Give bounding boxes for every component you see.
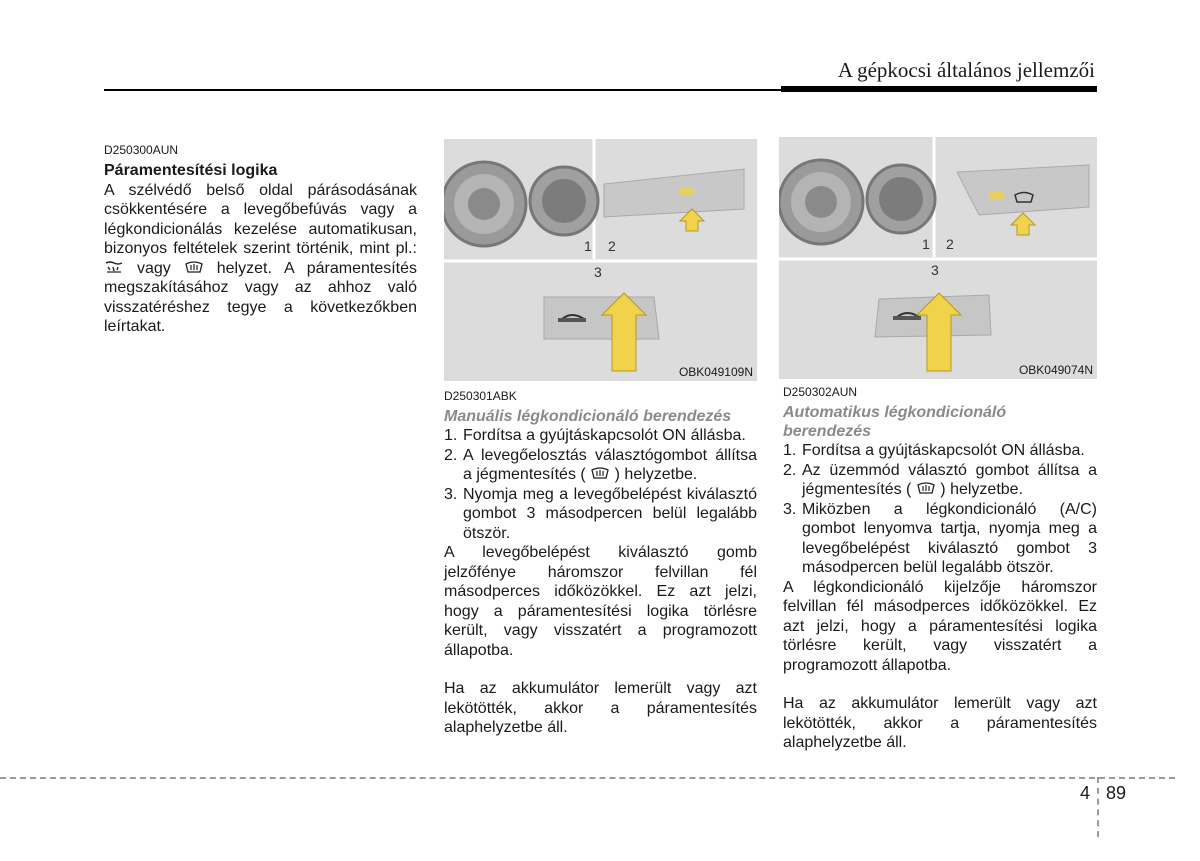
step-number: 1. — [783, 442, 797, 459]
fig1-label-1: 1 — [584, 238, 592, 254]
result-paragraph: A levegőbelépést kiválasztó gomb jelzőfénye háromszor felvillan fél másodperces időközökkel. Ez azt jelzi, hogy a páramentesítési logika törlésre került, vagy visszatért a programozott állapotba. — [444, 544, 757, 659]
header-rule-accent — [781, 86, 1097, 92]
fig2-label-3: 3 — [931, 262, 939, 278]
step-number: 2. — [444, 446, 458, 464]
figure-manual-controls — [444, 139, 757, 381]
step-number: 1. — [444, 427, 458, 444]
footer-dashed-rule — [0, 777, 1175, 779]
figure-code: OBK049074N — [1018, 363, 1093, 377]
list-item — [444, 426, 757, 446]
figure-automatic-illustration — [779, 137, 1097, 379]
step-number: 3. — [444, 485, 458, 503]
list-item — [783, 500, 1097, 578]
right-column — [783, 384, 1097, 753]
list-item — [783, 461, 1097, 500]
chapter-number: 4 — [1080, 783, 1091, 803]
fig1-label-3: 3 — [594, 264, 602, 280]
figure-manual-illustration — [444, 139, 757, 381]
windshield-defrost-icon — [916, 481, 936, 495]
battery-paragraph: Ha az akkumulátor lemerült vagy azt lekötötték, akkor a páramentesítés alaphelyzetbe áll. — [444, 680, 757, 736]
list-item — [444, 485, 757, 544]
left-column — [104, 142, 417, 337]
step-text: Nyomja meg a levegőbelépést kiválasztó gombot 3 másodpercen belül legalább ötször. — [463, 485, 757, 542]
intro-text-1: A szélvédő belső oldal párásodásának csökkentésére a levegőbefúvás vagy a légkondicionálás kezelése automatikusan, bizonyos feltételek szerint történik, mint pl.: — [104, 181, 417, 257]
section-subheading: Automatikus légkondicionáló berendezés — [783, 404, 1007, 440]
step-text: Fordítsa a gyújtáskapcsolót ON állásba. — [463, 427, 746, 444]
intro-text-3: helyzet. A páramentesítés megszakításához vagy az ahhoz való visszatéréshez tegye a következőkben leírtakat. — [104, 259, 418, 335]
step-text: Fordítsa a gyújtáskapcsolót ON állásba. — [802, 442, 1085, 459]
step-text: Miközben a légkondicionáló (A/C) gombot lenyomva tartja, nyomja meg a levegőbelépést kiválasztó gombot 3 másodpercen belül legalább ötször. — [802, 500, 1097, 576]
step-text-post: ) helyzetbe. — [614, 466, 698, 483]
section-code: D250302AUN — [783, 385, 858, 399]
section-heading: Páramentesítési logika — [104, 162, 278, 179]
indicator-light — [989, 192, 1003, 200]
list-item — [783, 441, 1097, 461]
intro-text-2: vagy — [136, 259, 171, 277]
figure-automatic-controls — [779, 137, 1097, 379]
indicator-light — [680, 187, 694, 195]
middle-column — [444, 388, 757, 738]
step-number: 3. — [783, 500, 797, 518]
list-item — [444, 446, 757, 485]
section-code: D250301ABK — [444, 389, 517, 403]
floor-defrost-icon — [104, 260, 124, 274]
step-text-pre: Az üzemmód választó gombot állítsa a jégmentesítés ( — [802, 461, 1097, 498]
step-text-pre: A levegőelosztás választógombot állítsa a jégmentesítés ( — [463, 446, 757, 483]
fig2-label-2: 2 — [946, 236, 954, 252]
fig1-label-2: 2 — [608, 238, 616, 254]
section-subheading: Manuális légkondicionáló berendezés — [444, 408, 732, 425]
page-header-title: A gépkocsi általános jellemzői — [837, 58, 1095, 82]
page-number: 89 — [1106, 783, 1127, 803]
figure-code: OBK049109N — [678, 365, 753, 379]
battery-paragraph: Ha az akkumulátor lemerült vagy azt lekötötték, akkor a páramentesítés alaphelyzetbe áll. — [783, 695, 1097, 751]
section-code: D250300AUN — [104, 143, 179, 157]
steps-list — [444, 426, 757, 543]
result-paragraph: A légkondicionáló kijelzője háromszor felvillan fél másodperces időközökkel. Ez azt jelzi, hogy a páramentesítési logika törlésre került, vagy visszatért a programozott állapotba. — [783, 578, 1097, 674]
windshield-defrost-icon — [590, 466, 610, 480]
step-text-post: ) helyzetbe. — [940, 481, 1024, 498]
windshield-defrost-icon — [184, 260, 204, 274]
steps-list — [783, 441, 1097, 578]
footer-dashed-divider — [1097, 777, 1099, 837]
fig2-label-1: 1 — [922, 236, 930, 252]
intro-paragraph — [104, 181, 417, 337]
step-number: 2. — [783, 461, 797, 479]
